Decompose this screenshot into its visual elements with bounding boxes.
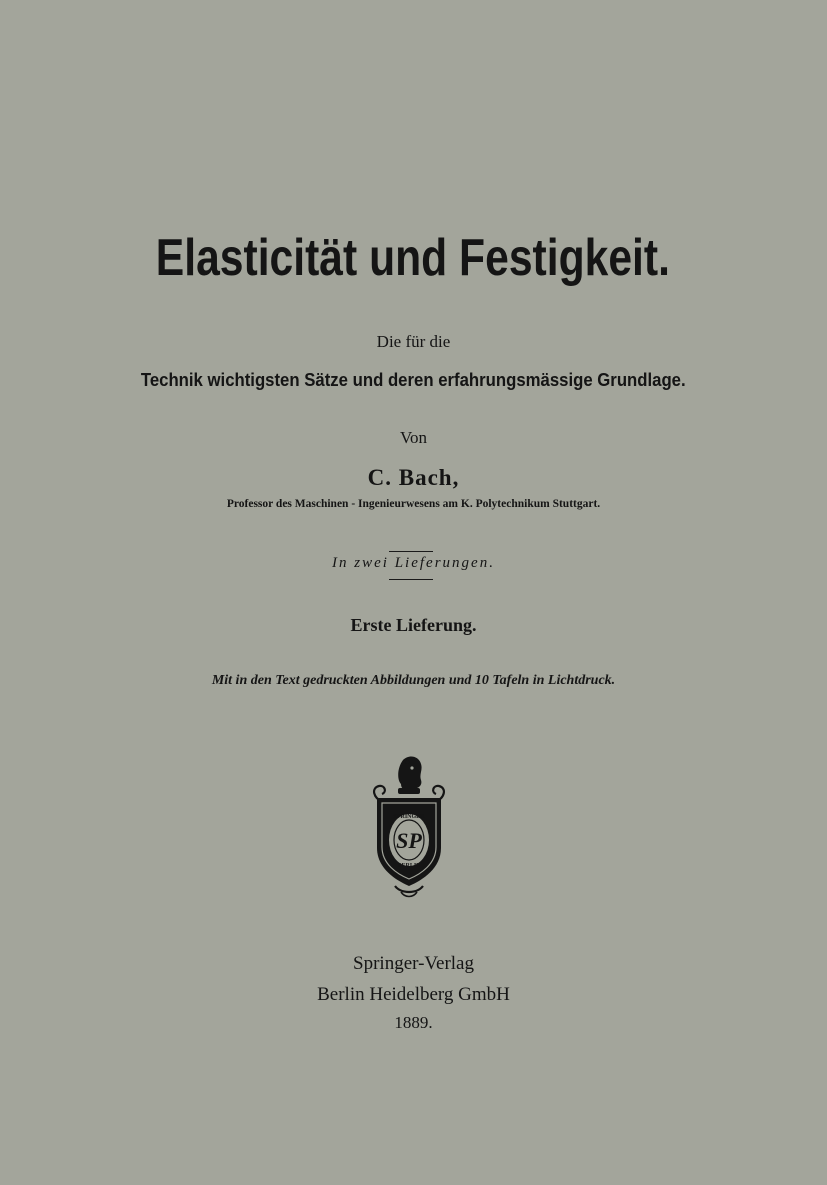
svg-text:SP: SP xyxy=(396,828,422,853)
publisher-city: Berlin Heidelberg GmbH xyxy=(317,984,510,1005)
parts-note: In zwei Lieferungen. xyxy=(332,555,495,571)
publisher-name: Springer-Verlag xyxy=(353,953,474,974)
svg-text:SPRINGER: SPRINGER xyxy=(393,814,425,820)
publication-year: 1889. xyxy=(394,1013,433,1032)
svg-text:BERLIN: BERLIN xyxy=(397,863,421,869)
author-name: C. Bach, xyxy=(367,465,460,490)
edition-label: Erste Lieferung. xyxy=(350,615,477,635)
illustrations-note: Mit in den Text gedruckten Abbildungen und 10 Tafeln in Lichtdruck. xyxy=(211,673,616,688)
springer-horse-head-logo-icon xyxy=(365,752,453,900)
by-label: Von xyxy=(399,428,428,447)
subtitle-line-2: Technik wichtigsten Sätze und deren erfahrungsmässige Grundlage. xyxy=(140,370,686,390)
subtitle-line-1: Die für die xyxy=(376,332,451,351)
top-rule-divider xyxy=(389,551,433,552)
bottom-rule-divider xyxy=(389,579,433,580)
author-affiliation: Professor des Maschinen - Ingenieurwesens am K. Polytechnikum Stuttgart. xyxy=(226,498,601,510)
book-title: Elasticität und Festigkeit. xyxy=(155,229,670,287)
